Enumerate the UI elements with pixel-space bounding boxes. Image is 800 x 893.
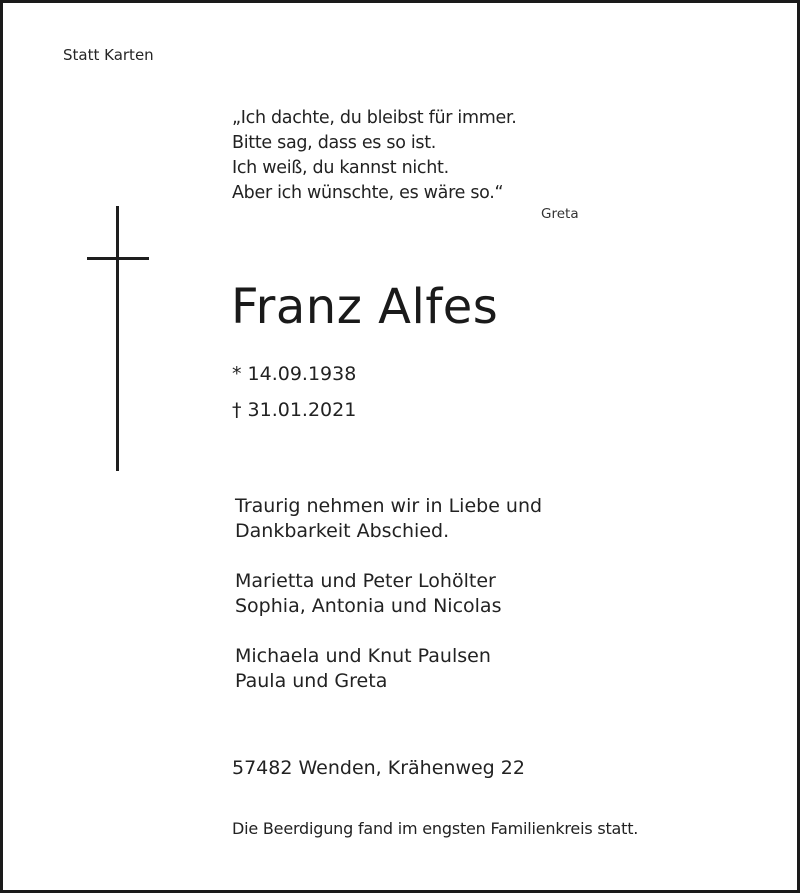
quote-line: „Ich dachte, du bleibst für immer.	[232, 108, 517, 128]
family-line: Marietta und Peter Lohölter	[235, 570, 496, 592]
family-line: Sophia, Antonia und Nicolas	[235, 595, 502, 617]
quote-line: Aber ich wünschte, es wäre so.“	[232, 183, 504, 203]
header-note: Statt Karten	[63, 46, 154, 64]
cross-icon	[87, 206, 149, 471]
quote-author: Greta	[541, 206, 579, 222]
death-date: † 31.01.2021	[232, 399, 357, 421]
family-group	[235, 644, 491, 694]
address: 57482 Wenden, Krähenweg 22	[232, 757, 525, 779]
family-group	[235, 569, 501, 619]
family-line: Michaela und Knut Paulsen	[235, 645, 491, 667]
deceased-name: Franz Alfes	[231, 279, 499, 335]
message-line: Traurig nehmen wir in Liebe und	[235, 495, 543, 517]
quote-line: Bitte sag, dass es so ist.	[232, 133, 437, 153]
cross-vertical-bar	[116, 206, 119, 471]
cross-horizontal-bar	[87, 257, 149, 260]
quote-line: Ich weiß, du kannst nicht.	[232, 158, 449, 178]
mourning-message	[235, 494, 615, 544]
funeral-note: Die Beerdigung fand im engsten Familienkreis statt.	[232, 819, 639, 838]
family-line: Paula und Greta	[235, 670, 388, 692]
quote-block	[232, 106, 612, 206]
message-line: Dankbarkeit Abschied.	[235, 520, 450, 542]
birth-date: * 14.09.1938	[232, 363, 357, 385]
